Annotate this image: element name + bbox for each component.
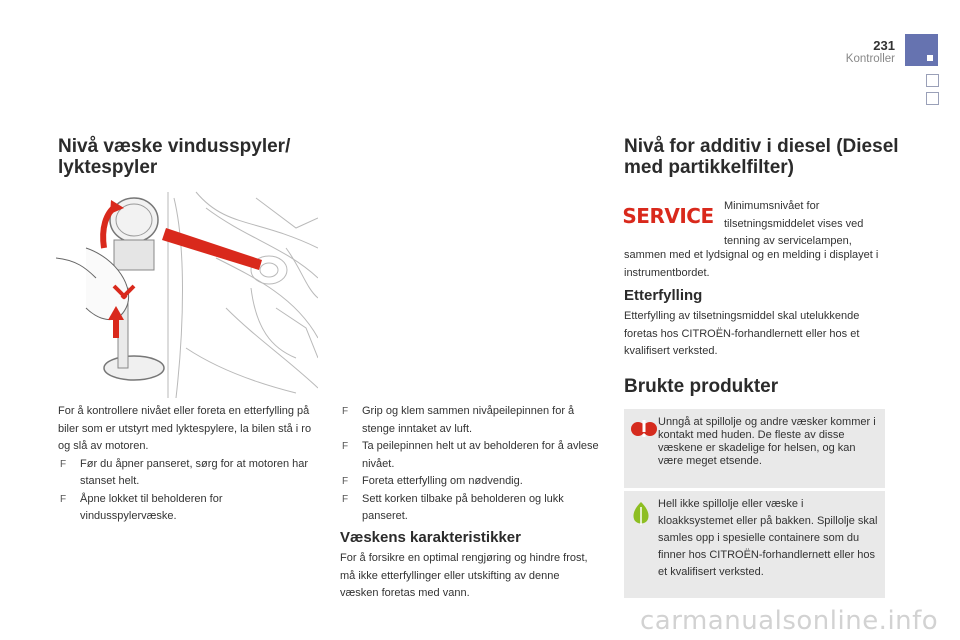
left-intro-block	[58, 403, 320, 526]
list-item: F Foreta etterfylling om nødvendig.	[340, 473, 605, 491]
list-item: F Åpne lokket til beholderen for vindusspylervæske.	[58, 491, 320, 526]
warning-icon	[631, 417, 657, 441]
intro-text: For å kontrollere nivået eller foreta en etterfylling på biler som er utstyrt med lyktespylere, la bilen stå i ro og slå av motoren.	[58, 405, 312, 452]
section-label: Kontroller	[845, 53, 895, 65]
min-level-text-cont: sammen med et lydsignal og en melding i displayet i instrumentbordet.	[624, 249, 879, 279]
left-title: Nivå væske vindusspyler/ lyktespyler	[58, 136, 291, 178]
steps-list-a	[58, 456, 320, 526]
list-item: F Grip og klem sammen nivåpeilepinnen for å stenge inntaket av luft.	[340, 403, 605, 438]
environment-box	[624, 491, 885, 598]
right-title: Nivå for additiv i diesel (Diesel med partikkelfilter)	[624, 136, 899, 178]
refill-heading: Etterfylling	[624, 287, 703, 304]
list-item: F Ta peilepinnen helt ut av beholderen for å avlese nivået.	[340, 438, 605, 473]
environment-text: Hell ikke spillolje eller væske i kloakksystemet eller på bakken. Spillolje skal samles opp i spesielle containere som du finner hos CITROËN-forhandlernett eller hos et kvalifisert verksted.	[658, 498, 878, 578]
warning-text: Unngå at spillolje og andre væsker kommer i kontakt med huden. De fleste av disse væskene er skadelige for helsen, og kan være meget etsende.	[658, 416, 876, 467]
fluid-heading: Væskens karakteristikker	[340, 529, 521, 546]
warning-box	[624, 409, 885, 488]
service-lamp-icon: SERVICE	[622, 204, 714, 228]
refill-text: Etterfylling av tilsetningsmiddel skal utelukkende foretas hos CITROËN-forhandlernett eller hos et kvalifisert verksted.	[624, 310, 860, 357]
washer-reservoir-illustration	[56, 188, 318, 398]
watermark: carmanualsonline.info	[640, 606, 939, 636]
chapter-tab-empty[interactable]	[926, 92, 939, 105]
min-level-text: Minimumsnivået for tilsetningsmiddelet vises ved tenning av servicelampen,	[724, 200, 864, 247]
chapter-tab[interactable]	[905, 34, 938, 66]
list-item: F Sett korken tilbake på beholderen og lukk panseret.	[340, 491, 605, 526]
eco-hand-icon	[630, 501, 652, 527]
page-number: 231	[873, 38, 895, 53]
used-products-heading: Brukte produkter	[624, 376, 779, 397]
steps-list-b	[340, 403, 605, 526]
steps-block-b	[340, 403, 605, 526]
fluid-text: For å forsikre en optimal rengjøring og hindre frost, må ikke etterfyllinger eller utskifting av denne væsken foretas med vann.	[340, 552, 588, 599]
list-item: F Før du åpner panseret, sørg for at motoren har stanset helt.	[58, 456, 320, 491]
chapter-tab-empty[interactable]	[926, 74, 939, 87]
